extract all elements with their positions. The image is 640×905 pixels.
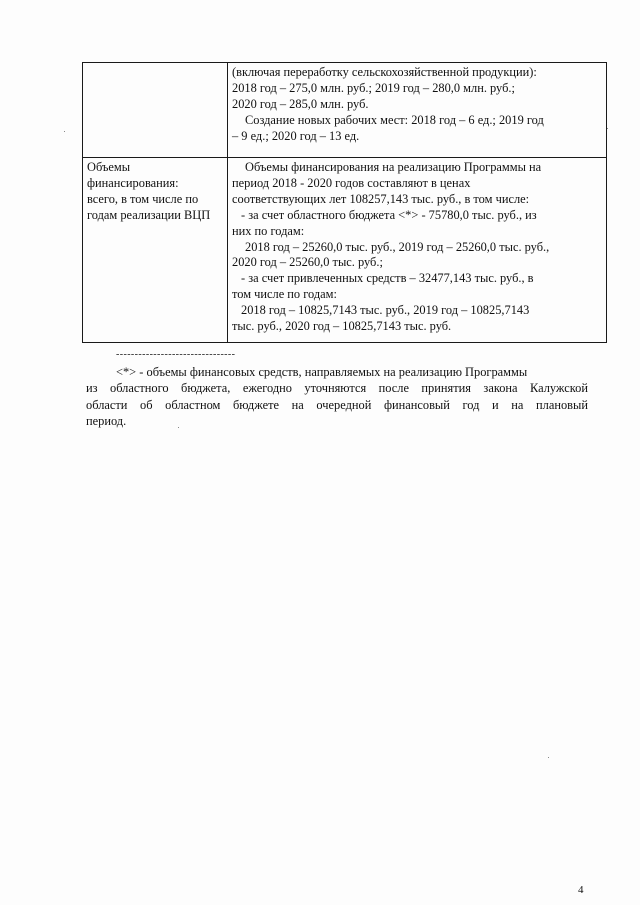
- results-line-5: – 9 ед.; 2020 год – 13 ед.: [232, 128, 360, 143]
- table-row-results: [83, 63, 607, 158]
- scan-speck: [548, 757, 549, 758]
- results-line-3: 2020 год – 285,0 млн. руб.: [232, 96, 369, 111]
- footnote-line-4: период.: [86, 414, 127, 429]
- results-line-2: 2018 год – 275,0 млн. руб.; 2019 год – 280,0 млн. руб.;: [232, 80, 515, 95]
- financing-label-line-3: всего, в том числе по: [87, 191, 199, 206]
- row-financing-content-cell: [228, 158, 607, 343]
- financing-line-9: том числе по годам:: [232, 287, 337, 302]
- financing-line-11: тыс. руб., 2020 год – 10825,7143 тыс. руб.: [232, 319, 452, 334]
- footnote: [86, 364, 588, 430]
- financing-line-4: - за счет областного бюджета <*> - 75780,0 тыс. руб., из: [241, 207, 537, 222]
- financing-line-2: период 2018 - 2020 годов составляют в ценах: [232, 175, 471, 190]
- results-line-4: Создание новых рабочих мест: 2018 год – 6 ед.; 2019 год: [245, 112, 544, 127]
- table-row-financing: [83, 158, 607, 343]
- results-line-1: (включая переработку сельскохозяйственной продукции):: [232, 65, 537, 79]
- financing-line-5: них по годам:: [232, 223, 305, 238]
- financing-line-3: соответствующих лет 108257,143 тыс. руб., в том числе:: [232, 191, 530, 206]
- footnote-line-2: из областного бюджета, ежегодно уточняются после принятия закона Калужской: [86, 381, 588, 396]
- scan-speck: [64, 131, 65, 132]
- footnote-separator: --------------------------------: [116, 349, 236, 360]
- financing-line-10: 2018 год – 10825,7143 тыс. руб., 2019 год – 10825,7143: [241, 303, 530, 318]
- row-results-content-cell: [228, 63, 607, 158]
- financing-line-1: Объемы финансирования на реализацию Программы на: [245, 160, 542, 174]
- program-passport-table: [82, 62, 607, 343]
- scan-speck: [607, 128, 608, 129]
- financing-line-7: 2020 год – 25260,0 тыс. руб.;: [232, 255, 383, 270]
- page-number: 4: [578, 884, 584, 896]
- footnote-line-1: <*> - объемы финансовых средств, направляемых на реализацию Программы: [116, 365, 528, 379]
- financing-label-line-1: Объемы: [87, 160, 131, 174]
- financing-line-6: 2018 год – 25260,0 тыс. руб., 2019 год – 25260,0 тыс. руб.,: [245, 239, 550, 254]
- financing-label-line-2: финансирования:: [87, 175, 179, 190]
- row-results-label-cell: [83, 63, 228, 158]
- financing-label-line-4: годам реализации ВЦП: [87, 207, 211, 222]
- row-financing-label-cell: [83, 158, 228, 343]
- footnote-line-3: области об областном бюджете на очередной финансовый год и на плановый: [86, 397, 588, 412]
- scan-speck: [178, 427, 179, 428]
- financing-line-8: - за счет привлеченных средств – 32477,143 тыс. руб., в: [241, 271, 534, 286]
